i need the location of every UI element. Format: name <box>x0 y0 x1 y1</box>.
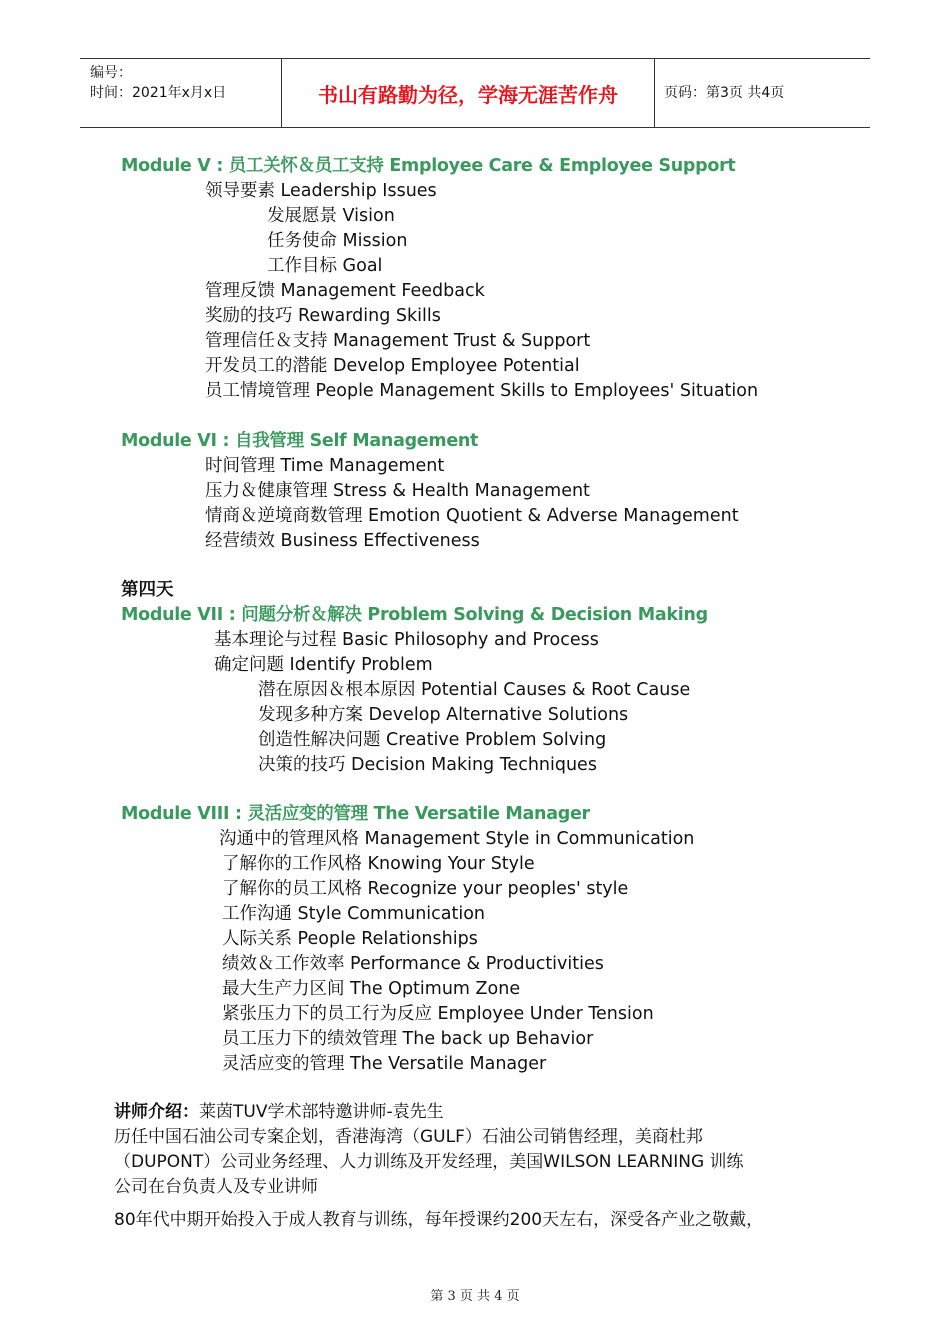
module-5-subitem: 工作目标 Goal <box>267 256 383 276</box>
module-7-subitem: 发现多种方案 Develop Alternative Solutions <box>258 705 629 725</box>
module-8-item: 沟通中的管理风格 Management Style in Communication <box>219 829 695 849</box>
page-header <box>80 58 870 128</box>
module-8-item: 工作沟通 Style Communication <box>222 904 486 924</box>
module-8-item: 绩效＆工作效率 Performance & Productivities <box>222 954 604 974</box>
instructor-bio-line: 80年代中期开始投入于成人教育与训练，每年授课约200天左右，深受各产业之敬戴， <box>114 1210 764 1230</box>
module-7-item: 基本理论与过程 Basic Philosophy and Process <box>214 630 599 650</box>
module-8-item: 紧张压力下的员工行为反应 Employee Under Tension <box>222 1004 654 1024</box>
instructor-bio-line: 公司在台负责人及专业讲师 <box>114 1177 318 1197</box>
module-6-item: 时间管理 Time Management <box>205 456 445 476</box>
module-8-item: 员工压力下的绩效管理 The back up Behavior <box>222 1029 594 1049</box>
module-5-subitem: 任务使命 Mission <box>267 231 408 251</box>
module-6-item: 压力＆健康管理 Stress & Health Management <box>205 481 590 501</box>
instructor-heading <box>114 1100 444 1125</box>
document-date: 时间：2021年x月x日 <box>90 85 227 101</box>
document-number-label: 编号： <box>90 65 132 81</box>
header-motto: 书山有路勤为径，学海无涯苦作舟 <box>318 83 618 107</box>
instructor-bio-line: 历任中国石油公司专案企划，香港海湾（GULF）石油公司销售经理，美商杜邦 <box>114 1127 703 1147</box>
header-page-info: 页码：第3页 共4页 <box>664 85 785 101</box>
module-7-subitem: 决策的技巧 Decision Making Techniques <box>258 755 597 775</box>
header-divider <box>654 59 655 127</box>
module-5-subitem: 发展愿景 Vision <box>267 206 395 226</box>
module-8-title: Module VIII : 灵活应变的管理 The Versatile Manager <box>121 804 590 824</box>
module-5-title: Module V : 员工关怀＆员工支持 Employee Care & Employee Support <box>121 156 736 176</box>
module-6-item: 情商＆逆境商数管理 Emotion Quotient & Adverse Management <box>205 506 739 526</box>
module-5-item: 开发员工的潜能 Develop Employee Potential <box>205 356 580 376</box>
module-5-item: 领导要素 Leadership Issues <box>205 181 437 201</box>
day-heading: 第四天 <box>121 580 174 600</box>
module-7-item: 确定问题 Identify Problem <box>214 655 433 675</box>
module-6-title: Module VI : 自我管理 Self Management <box>121 431 479 451</box>
module-6-item: 经营绩效 Business Effectiveness <box>205 531 480 551</box>
module-8-item: 最大生产力区间 The Optimum Zone <box>222 979 521 999</box>
module-5-item: 管理信任＆支持 Management Trust & Support <box>205 331 591 351</box>
instructor-name: 莱茵TUV学术部特邀讲师-袁先生 <box>199 1102 444 1122</box>
module-8-item: 了解你的工作风格 Knowing Your Style <box>222 854 535 874</box>
module-8-item: 人际关系 People Relationships <box>222 929 478 949</box>
page-footer: 第 3 页 共 4 页 <box>430 1289 520 1304</box>
module-7-title: Module VII : 问题分析＆解决 Problem Solving & Decision Making <box>121 605 708 625</box>
module-8-item: 灵活应变的管理 The Versatile Manager <box>222 1054 547 1074</box>
module-5-item: 员工情境管理 People Management Skills to Employees' Situation <box>205 381 759 401</box>
instructor-label: 讲师介绍： <box>114 1102 199 1122</box>
instructor-bio-line: （DUPONT）公司业务经理、人力训练及开发经理，美国WILSON LEARNING 训练 <box>114 1152 744 1172</box>
module-7-subitem: 潜在原因＆根本原因 Potential Causes & Root Cause <box>258 680 691 700</box>
module-7-subitem: 创造性解决问题 Creative Problem Solving <box>258 730 607 750</box>
module-8-item: 了解你的员工风格 Recognize your peoples' style <box>222 879 629 899</box>
header-meta <box>90 63 226 103</box>
module-5-item: 管理反馈 Management Feedback <box>205 281 485 301</box>
module-5-item: 奖励的技巧 Rewarding Skills <box>205 306 441 326</box>
